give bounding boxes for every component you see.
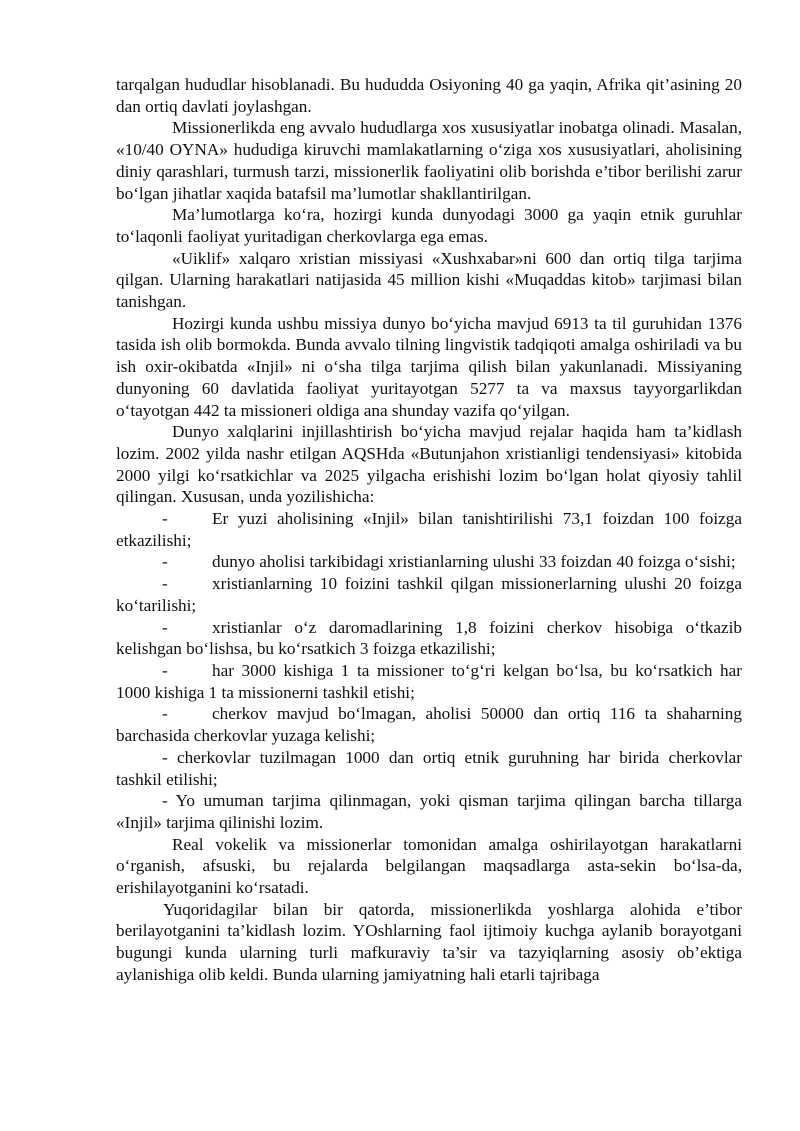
list-item-text: cherkov mavjud bo‘lmagan, aholisi 50000 dan ortiq 116 ta shaharning barchasida cherkovlar yuzaga kelishi; [116, 704, 742, 746]
list-item: - Yo umuman tarjima qilinmagan, yoki qisman tarjima qilingan barcha tillarga «Injil» tarjima qilinishi lozim. [116, 791, 742, 832]
paragraph: Real vokelik va missionerlar tomonidan amalga oshirilayotgan harakatlarni o‘rganish, afsuski, bu rejalarda belgilangan maqsadlarga asta-sekin bo‘lsa-da, erishilayotganini ko‘rsatadi. [116, 834, 742, 898]
list-item-text: xristianlarning 10 foizini tashkil qilgan missionerlarning ulushi 20 foizga ko‘tarilishi; [116, 574, 742, 615]
list-item [116, 660, 742, 703]
paragraph: «Uiklif» xalqaro xristian missiyasi «Xushxabar»ni 600 dan ortiq tilga tarjima qilgan. Ularning harakatlari natijasida 45 million kishi «Muqaddas kitob» tarjimasi bilan tanishgan. [116, 248, 742, 312]
list-dash: - [162, 704, 168, 724]
list-dash: - [162, 552, 168, 572]
paragraph: Missionerlikda eng avvalo hududlarga xos xususiyatlar inobatga olinadi. Masalan, «10/40 OYNA» hududiga kiruvchi mamlakatlarning o‘ziga xos xususiyatlari, aholisining diniy qarashlari, turmush tarzi, missionerlik faoliyatini olib borishda e’tibor berilishi zarur bo‘lgan jihatlar xaqida batafsil ma’lumotlar shakllantirilgan. [116, 118, 742, 203]
list-item [116, 508, 742, 551]
paragraph: tarqalgan hududlar hisoblanadi. Bu hududda Osiyoning 40 ga yaqin, Afrika qit’asining 20 dan ortiq davlati joylashgan. [116, 75, 742, 116]
paragraph: Yuqoridagilar bilan bir qatorda, missionerlikda yoshlarga alohida e’tibor berilayotganini ta’kidlash lozim. YOshlarning faol ijtimoiy kuchga aylanib borayotgani bugungi kunda ularning turli mafkuraviy ta’sir va tazyiqlarning asosiy ob’ektiga aylanishiga olib keldi. Bunda ularning jamiyatning hali etarli tajribaga [116, 899, 742, 984]
list-dash: - [162, 617, 168, 637]
document-page [116, 74, 742, 986]
list-item-text: xristianlar o‘z daromadlarining 1,8 foizini cherkov hisobiga o‘tkazib kelishgan bo‘lishsa, bu ko‘rsatkich 3 foizga etkazilishi; [116, 617, 742, 659]
list-item [116, 703, 742, 746]
goals-list [116, 508, 742, 834]
paragraph: Hozirgi kunda ushbu missiya dunyo bo‘yicha mavjud 6913 ta til guruhidan 1376 tasida ish olib bormokda. Bunda avvalo tilning lingvistik tadqiqoti amalga oshiriladi va bu ish oxir-okibatda «Injil» ni o‘sha tilga tarjima qilish bilan yakunlanadi. Missiyaning dunyoning 60 davlatida faoliyat yuritayotgan 5277 ta va maxsus tayyorgarlikdan o‘tayotgan 442 ta missioneri oldiga ana shunday vazifa qo‘yilgan. [116, 313, 742, 420]
list-dash: - [162, 574, 168, 594]
list-item-text: dunyo aholisi tarkibidagi xristianlarning ulushi 33 foizdan 40 foizga o‘sishi; [212, 552, 736, 572]
list-item-text: Er yuzi aholisining «Injil» bilan tanishtirilishi 73,1 foizdan 100 foizga etkazilishi; [116, 509, 742, 550]
list-item: - cherkovlar tuzilmagan 1000 dan ortiq etnik guruhning har birida cherkovlar tashkil etilishi; [116, 747, 742, 789]
list-item [116, 551, 742, 573]
list-item [116, 617, 742, 660]
list-item [116, 573, 742, 616]
list-dash: - [162, 509, 168, 529]
paragraph: Ma’lumotlarga ko‘ra, hozirgi kunda dunyodagi 3000 ga yaqin etnik guruhlar to‘laqonli faoliyat yuritadigan cherkovlarga ega emas. [116, 205, 742, 246]
list-item-text: har 3000 kishiga 1 ta missioner to‘g‘ri kelgan bo‘lsa, bu ko‘rsatkich har 1000 kishiga 1 ta missionerni tashkil etishi; [116, 660, 742, 702]
list-dash: - [162, 660, 168, 680]
paragraph: Dunyo xalqlarini injillashtirish bo‘yicha mavjud rejalar haqida ham ta’kidlash lozim. 2002 yilda nashr etilgan AQSHda «Butunjahon xristianligi tendensiyasi» kitobida 2000 yilgi ko‘rsatkichlar va 2025 yilgacha erishishi lozim bo‘lgan holat qiyosiy tahlil qilingan. Xususan, unda yozilishicha: [116, 422, 742, 507]
